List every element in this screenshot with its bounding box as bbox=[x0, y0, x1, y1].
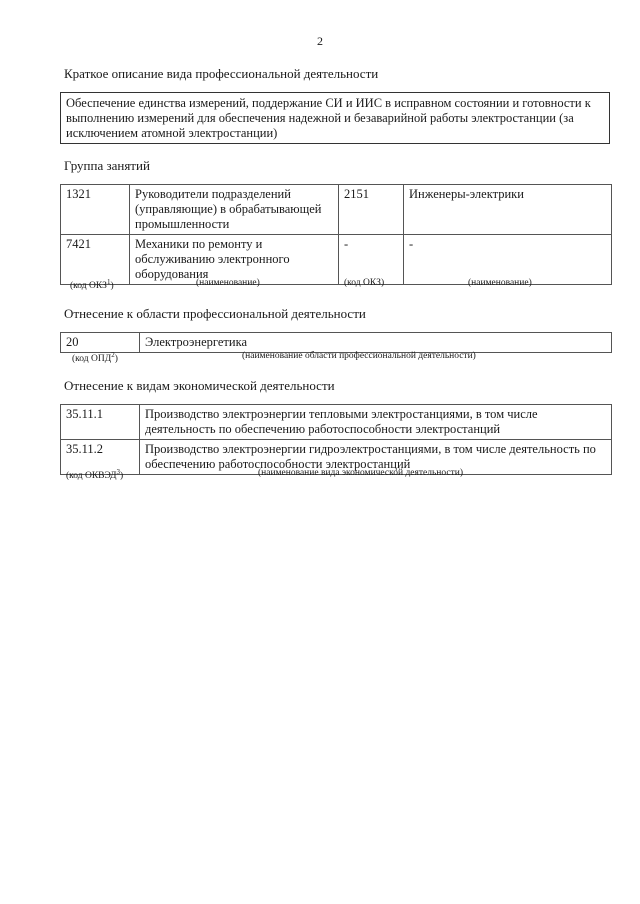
opd-name: Электроэнергетика bbox=[140, 333, 612, 353]
table-row bbox=[61, 235, 612, 285]
area-heading: Отнесение к области профессиональной деятельности bbox=[64, 306, 366, 321]
brief-description: Обеспечение единства измерений, поддержание СИ и ИИС в исправном состоянии и готовности к выполнению измерений для обеспечения надежной и безаварийной работы электростанции (за исключением атомной электростанции) bbox=[60, 92, 610, 144]
caption-okved-code: (код ОКВЭД$^3$) bbox=[66, 468, 124, 482]
okved-code: 35.11.2 bbox=[61, 440, 140, 475]
opd-code: 20 bbox=[61, 333, 140, 353]
occupations-table bbox=[60, 184, 612, 285]
caption-okz-code-2: (код ОКЗ) bbox=[344, 278, 385, 288]
caption-okz-code: (код ОКЗ$^1$) bbox=[70, 278, 114, 292]
table-row bbox=[61, 185, 612, 235]
caption-name: (наименование) bbox=[196, 278, 260, 288]
okved-name: Производство электроэнергии тепловыми электростанциями, в том числе деятельность по обеспечению работоспособности электростанций bbox=[140, 405, 612, 440]
table-row bbox=[61, 405, 612, 440]
okz-code: 1321 bbox=[61, 185, 130, 235]
okved-name: Производство электроэнергии гидроэлектростанциями, в том числе деятельность по обеспечению работоспособности электростанций bbox=[140, 440, 612, 475]
okz-code: 2151 bbox=[339, 185, 404, 235]
caption-name-2: (наименование) bbox=[468, 278, 532, 288]
caption-okved-name: (наименование вида экономической деятельности) bbox=[258, 468, 463, 478]
page-number: 2 bbox=[317, 34, 323, 48]
okz-name: Механики по ремонту и обслуживанию электронного оборудования bbox=[130, 235, 339, 285]
okz-name: - bbox=[404, 235, 612, 285]
table-row bbox=[61, 333, 612, 353]
occupations-heading: Группа занятий bbox=[64, 158, 150, 173]
okz-code: 7421 bbox=[61, 235, 130, 285]
okz-name: Инженеры-электрики bbox=[404, 185, 612, 235]
caption-opd-name: (наименование области профессиональной деятельности) bbox=[242, 351, 476, 361]
brief-heading: Краткое описание вида профессиональной деятельности bbox=[64, 66, 379, 81]
okved-code: 35.11.1 bbox=[61, 405, 140, 440]
economic-table bbox=[60, 404, 612, 475]
area-table bbox=[60, 332, 612, 353]
okz-name: Руководители подразделений (управляющие) в обрабатывающей промышленности bbox=[130, 185, 339, 235]
caption-opd-code: (код ОПД$^2$) bbox=[72, 351, 118, 365]
okz-code: - bbox=[339, 235, 404, 285]
economic-heading: Отнесение к видам экономической деятельности bbox=[64, 378, 335, 393]
